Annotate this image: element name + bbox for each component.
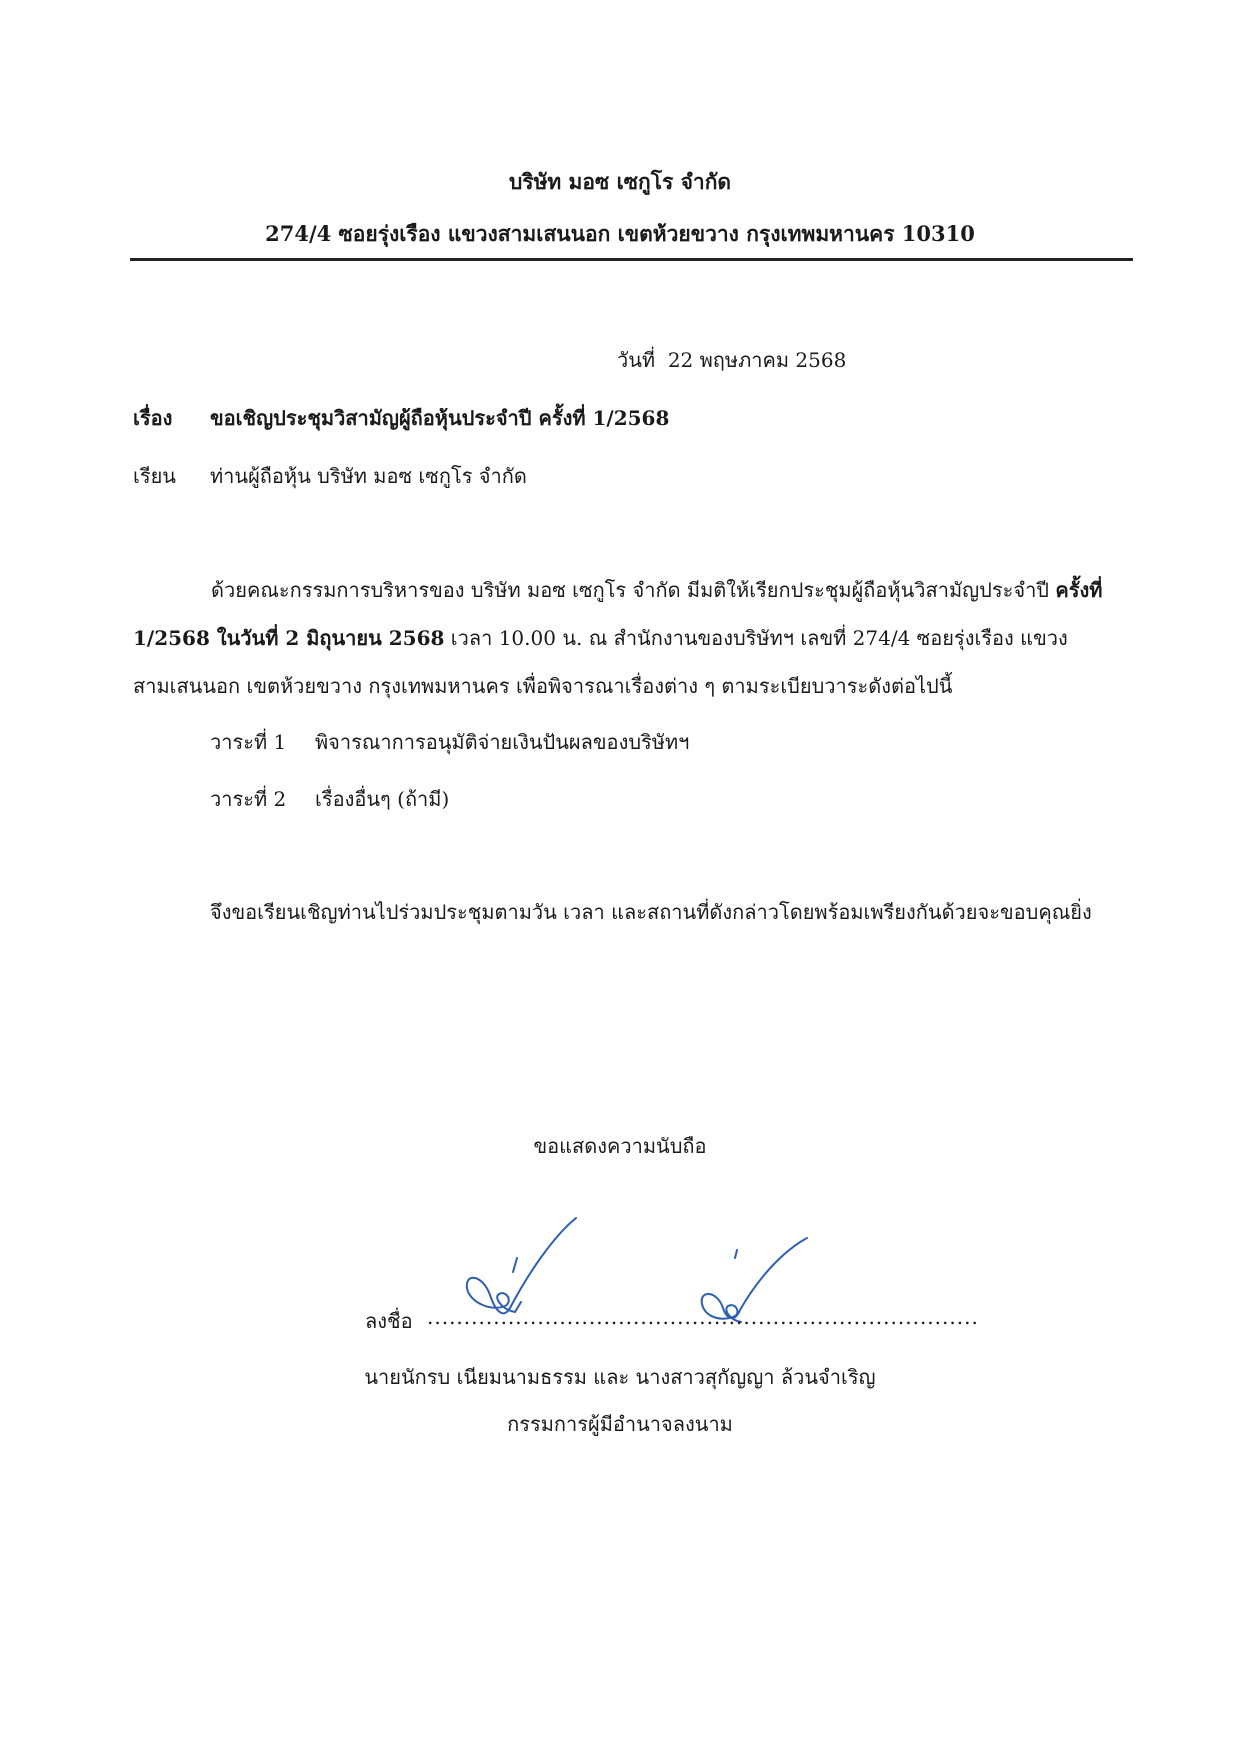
agenda-label-1: วาระที่ 1 — [210, 730, 287, 754]
date-value: 22 พฤษภาคม 2568 — [667, 348, 847, 372]
subject-label: เรื่อง — [133, 406, 173, 430]
company-address: 274/4 ซอยรุ่งเรือง แขวงสามเสนนอก เขตห้วยขวาง กรุงเทพมหานคร 10310 — [265, 221, 975, 246]
date-label: วันที่ — [617, 348, 656, 372]
signature-line: ........................................................................... — [427, 1305, 979, 1329]
subject-text: ขอเชิญประชุมวิสามัญผู้ถือหุ้นประจำปี ครั้งที่ 1/2568 — [210, 406, 670, 430]
closing-sentence: จึงขอเรียนเชิญท่านไปร่วมประชุมตามวัน เวลา และสถานที่ดังกล่าวโดยพร้อมเพรียงกันด้วยจะขอบคุณยิ่ง — [210, 900, 1092, 924]
to-label: เรียน — [133, 464, 176, 488]
body-meeting-date: ครั้งที่ 1/2568 ในวันที่ 2 มิถุนายน 2568 — [133, 578, 1103, 650]
agenda-label-2: วาระที่ 2 — [210, 787, 287, 811]
company-name: บริษัท มอซ เซกูโร จำกัด — [508, 169, 732, 194]
body-part1: ด้วยคณะกรรมการบริหารของ บริษัท มอซ เซกูโร จำกัด มีมติให้เรียกประชุมผู้ถือหุ้นวิสามัญประจำปี — [211, 578, 1049, 602]
signatory-position: กรรมการผู้มีอำนาจลงนาม — [507, 1412, 733, 1436]
regards-text: ขอแสดงความนับถือ — [533, 1134, 707, 1158]
date-line — [617, 344, 846, 376]
agenda-text-2: เรื่องอื่นๆ (ถ้ามี) — [315, 787, 450, 811]
body-part3: เวลา 10.00 น. ณ สำนักงานของบริษัทฯ เลขที่ 274/4 ซอยรุ่งเรือง แขวงสามเสนนอก เขตห้วยขวาง กรุงเทพมหานคร เพื่อพิจารณาเรื่องต่าง ๆ ตามระเบียบวาระดังต่อไปนี้ — [133, 626, 1068, 698]
body-paragraph — [133, 566, 1131, 710]
header-divider — [130, 258, 1133, 261]
to-text: ท่านผู้ถือหุ้น บริษัท มอซ เซกูโร จำกัด — [210, 464, 527, 488]
agenda-text-1: พิจารณาการอนุมัติจ่ายเงินปันผลของบริษัทฯ — [315, 730, 690, 754]
signature-label: ลงชื่อ — [365, 1309, 413, 1333]
signatory-names: นายนักรบ เนียมนามธรรม และ นางสาวสุกัญญา ล้วนจำเริญ — [364, 1365, 876, 1389]
